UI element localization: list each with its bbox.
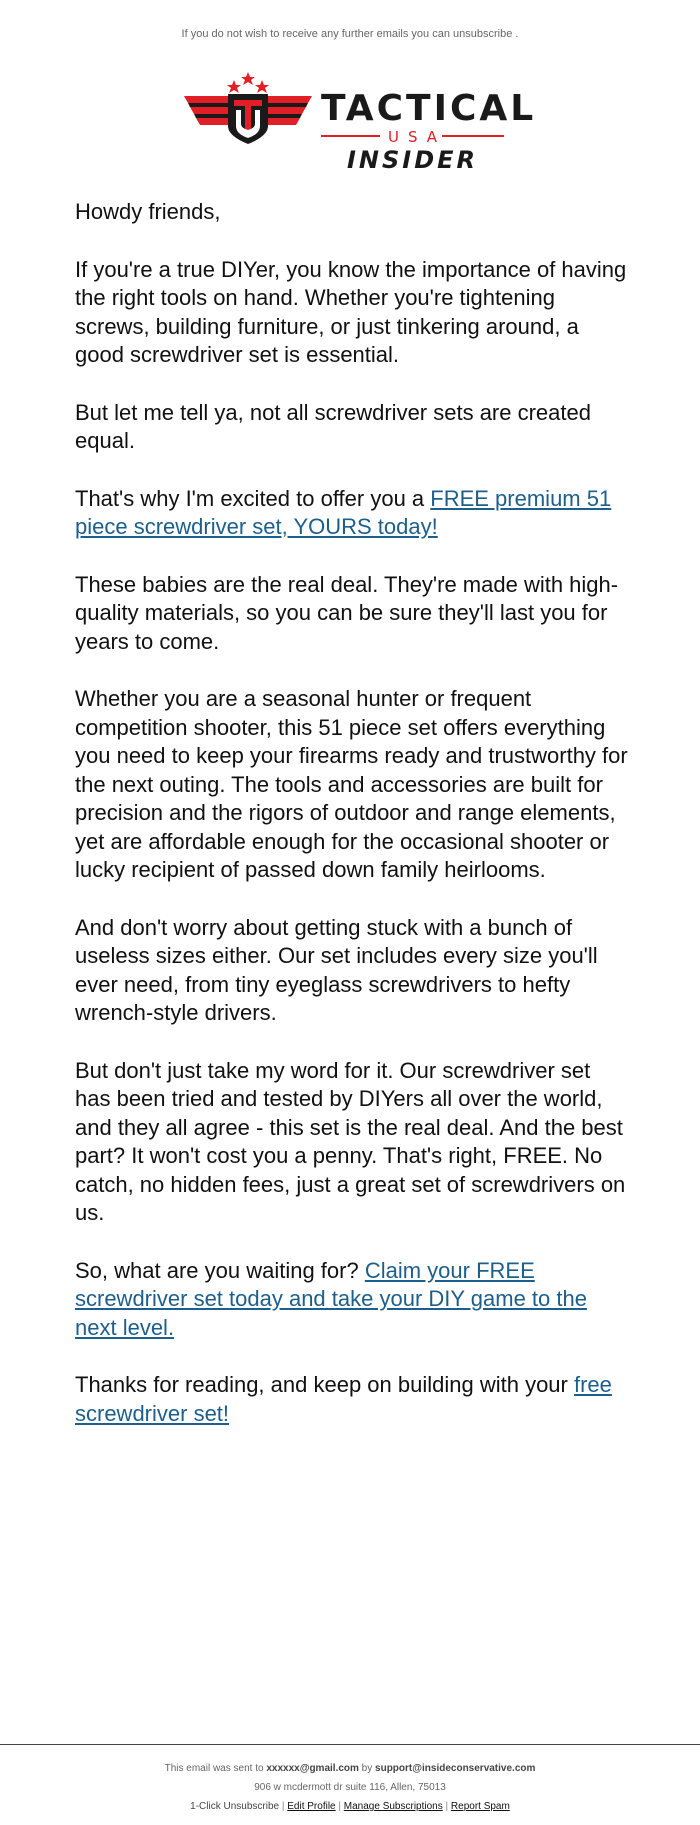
paragraph-closing — [75, 1371, 630, 1428]
email-body — [75, 198, 630, 1457]
paragraph-offer — [75, 485, 630, 542]
logo-star-center — [241, 72, 255, 85]
footer-links — [0, 1801, 700, 1812]
closing-text: Thanks for reading, and keep on building with your — [75, 1372, 574, 1397]
footer-recipient: xxxxxx@gmail.com — [266, 1763, 359, 1774]
manage-subscriptions-link[interactable]: Manage Subscriptions — [343, 1801, 443, 1812]
offer-text: That's why I'm excited to offer you a — [75, 485, 431, 511]
footer-separator: | — [281, 1801, 285, 1812]
footer-address: 906 w mcdermott dr suite 116, Allen, 75013 — [254, 1782, 446, 1793]
logo-wing-left — [184, 96, 228, 125]
logo-wing-right — [268, 96, 312, 125]
footer-sent-line — [0, 1763, 700, 1774]
edit-profile-link[interactable]: Edit Profile — [287, 1801, 336, 1812]
claim-free-set-link[interactable]: Claim your FREE screwdriver set today and take your DIY game to the next level. — [75, 1257, 587, 1340]
logo-text-usa: USA — [388, 128, 447, 146]
logo-text-tactical: TACTICAL — [321, 88, 537, 129]
paragraph-intro: If you're a true DIYer, you know the importance of having the right tools on hand. Whether you're tightening screws, building furniture, or just tinkering around, a good screwdriver set is essential. — [75, 256, 627, 367]
tactical-usa-insider-logo — [184, 70, 537, 174]
unsubscribe-note: If you do not wish to receive any further emails you can unsubscribe . — [181, 28, 519, 40]
greeting: Howdy friends, — [75, 199, 221, 224]
footer-separator: | — [338, 1801, 341, 1812]
paragraph-cta — [75, 1257, 630, 1343]
paragraph-sizes: And don't worry about getting stuck with a bunch of useless sizes either. Our set includes every size you'll ever need, from tiny eyeglass screwdrivers to hefty wrench-style drivers. — [75, 914, 598, 1025]
paragraph-quality: These babies are the real deal. They're made with high-quality materials, so you can be sure they'll last you for years to come. — [75, 571, 619, 654]
paragraph-testimonial: But don't just take my word for it. Our screwdriver set has been tried and tested by DIYers all over the world, and they all agree - this set is the real deal. And the best part? It won't cost you a penny. That's right, FREE. No catch, no hidden fees, just a great set of screwdrivers on us. — [75, 1057, 626, 1225]
footer-separator: | — [445, 1801, 449, 1812]
logo-text-insider: INSIDER — [347, 146, 479, 174]
logo-star-left — [227, 80, 241, 93]
footer-by: by — [358, 1763, 376, 1774]
logo-star-right — [255, 80, 269, 93]
free-screwdriver-set-link[interactable]: free screwdriver set! — [75, 1372, 612, 1426]
report-spam-link[interactable]: Report Spam — [450, 1801, 510, 1812]
email-footer — [0, 1744, 700, 1825]
cta-text: So, what are you waiting for? — [75, 1257, 365, 1283]
one-click-unsubscribe-link[interactable]: 1-Click Unsubscribe — [190, 1801, 280, 1812]
footer-sender: support@insideconservative.com — [375, 1763, 536, 1774]
free-set-link[interactable]: FREE premium 51 piece screwdriver set, YOURS today! — [75, 485, 612, 539]
footer-sent-prefix: This email was sent to — [164, 1763, 267, 1774]
paragraph-hunter: Whether you are a seasonal hunter or frequent competition shooter, this 51 piece set offers everything you need to keep your firearms ready and trustworthy for the next outing. The tools and accessories are built for precision and the rigors of outdoor and range elements, yet are affordable enough for the occasional shooter or lucky recipient of passed down family heirlooms. — [75, 686, 628, 882]
paragraph-not-equal: But let me tell ya, not all screwdriver sets are created equal. — [75, 399, 591, 453]
